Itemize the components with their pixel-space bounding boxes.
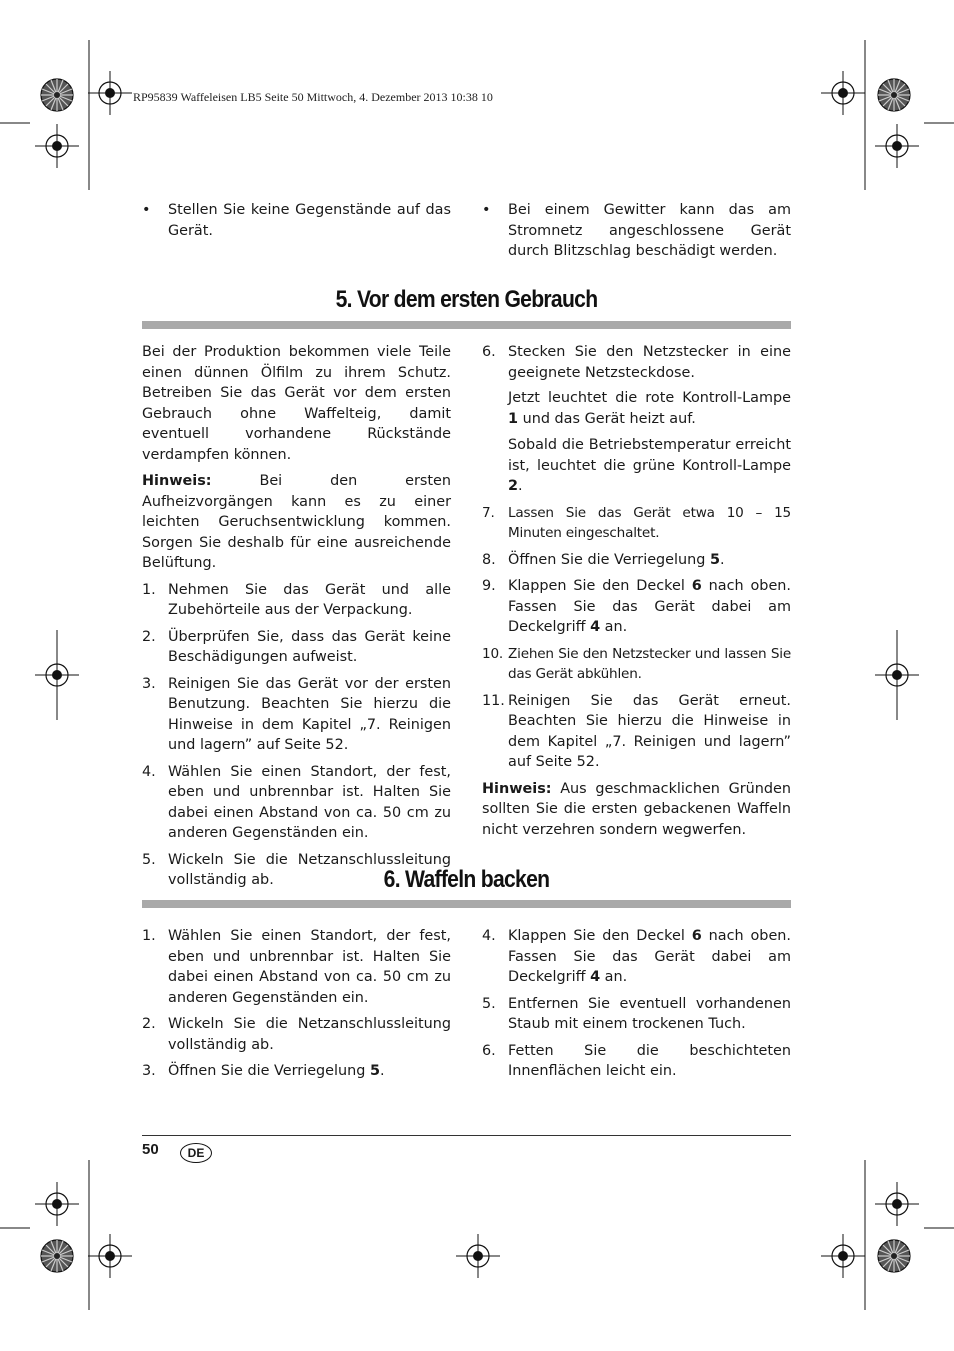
list-item — [142, 926, 451, 1008]
step-number: 2. — [142, 1016, 156, 1032]
step-number: 1. — [142, 581, 156, 598]
intro-paragraph: Bei der Produktion bekommen viele Teile einen dünnen Ölfilm zu ihrem Schutz. Betreiben Sie das Gerät vor dem ersten Gebrauch ohne Waffelteig, damit eventuell vorhandene Rückstände verdampfen können. — [142, 344, 451, 463]
step-number: 8. — [482, 551, 496, 568]
step-text — [168, 1061, 451, 1082]
detail-text: Sobald die Betriebstemperatur erreicht ist, leuchtet die grüne Kontroll-Lampe — [508, 437, 791, 474]
step-text: Reinigen Sie das Gerät vor der ersten Benutzung. Beachten Sie hierzu die Hinweise in dem Kapitel „7. Reinigen und lagern” auf Seite 52. — [168, 675, 451, 753]
part-reference: 5 — [369, 1063, 380, 1079]
note-label: Hinweis: — [142, 473, 212, 489]
step-number: 2. — [142, 628, 156, 645]
list-item — [142, 627, 451, 668]
step-text-part: nach oben. Fassen Sie das Gerät dabei am Deckelgriff — [508, 928, 791, 985]
section-6-title: 6. Waffeln backen — [383, 866, 550, 893]
bullet-text: Stellen Sie keine Gegenstände auf das Gerät. — [168, 202, 451, 239]
section-6-rule — [142, 900, 791, 908]
note-paragraph — [482, 779, 791, 841]
step-text: Nehmen Sie das Gerät und alle Zubehörteile aus der Verpackung. — [168, 581, 451, 618]
print-slug: RP95839 Waffeleisen LB5 Seite 50 Mittwoch, 4. Dezember 2013 10:38 10 — [133, 90, 493, 104]
section-6-right-column — [482, 926, 791, 1088]
part-reference: 5 — [709, 551, 720, 568]
part-reference: 6 — [691, 578, 702, 594]
step-number: 6. — [482, 344, 496, 360]
step-number: 1. — [142, 928, 156, 944]
detail-text: und das Gerät heizt auf. — [518, 410, 696, 427]
list-item — [482, 1041, 791, 1082]
part-reference: 4 — [590, 969, 601, 985]
section-5-title: 5. Vor dem ersten Gebrauch — [335, 286, 598, 313]
detail-text: Jetzt leuchtet die rote Kontroll-Lampe — [508, 390, 791, 406]
step-text: Wählen Sie einen Standort, der fest, eben und unbrennbar ist. Halten Sie dabei einen Abstand von ca. 50 cm zu anderen Gegenständen ein. — [168, 928, 451, 1006]
step-text-part: Klappen Sie den Deckel — [508, 928, 692, 944]
step-text: Wählen Sie einen Standort, der fest, eben und unbrennbar ist. Halten Sie dabei einen Abstand von ca. 50 cm zu anderen Gegenständen ein. — [168, 763, 451, 841]
step-text — [508, 550, 791, 571]
list-item — [482, 994, 791, 1035]
step-text: Entfernen Sie eventuell vorhandenen Staub mit einem trockenen Tuch. — [508, 995, 791, 1032]
list-item — [142, 1061, 451, 1082]
list-item — [142, 1014, 451, 1055]
step-text: Überprüfen Sie, dass das Gerät keine Beschädigungen aufweist. — [168, 628, 451, 665]
step-text-part: . — [720, 551, 725, 568]
step-text-part: nach oben. Fassen Sie das Gerät dabei am Deckelgriff — [508, 578, 791, 635]
bullet-symbol: • — [482, 202, 491, 218]
step-number: 4. — [142, 763, 156, 780]
detail-text: . — [518, 478, 523, 494]
bullet-item — [482, 200, 791, 262]
step-text: Ziehen Sie den Netzstecker und lassen Sie das Gerät abkühlen. — [508, 645, 791, 682]
step-text-part: Öffnen Sie die Verriegelung — [508, 551, 710, 568]
section-5-left-column — [142, 342, 451, 897]
step-number: 9. — [482, 578, 496, 594]
note-text: Bei den ersten Aufheizvorgängen kann es zu einer leichten Geruchsentwicklung kommen. Sorgen Sie deshalb für eine ausreichende Belüftung. — [142, 473, 451, 571]
step-number: 6. — [482, 1042, 496, 1059]
list-item — [142, 674, 451, 756]
step-number: 4. — [482, 928, 496, 944]
step-text-part: . — [380, 1063, 385, 1079]
step-detail — [482, 388, 791, 429]
section-5-right-column — [482, 342, 791, 846]
top-left-column — [142, 200, 451, 247]
list-item — [482, 342, 791, 383]
list-item — [482, 550, 791, 571]
list-item — [142, 580, 451, 621]
step-text-part: an. — [600, 619, 628, 635]
step-text: Reinigen Sie das Gerät erneut. Beachten Sie hierzu die Hinweise in dem Kapitel „7. Reinigen und lagern” auf Seite 52. — [508, 692, 791, 770]
step-text: Fetten Sie die beschichteten Innenflächen leicht ein. — [508, 1042, 791, 1079]
section-5-rule — [142, 321, 791, 329]
list-item — [482, 644, 791, 685]
step-number: 3. — [142, 1063, 156, 1079]
step-number: 5. — [482, 995, 496, 1012]
footer-rule — [142, 1135, 791, 1136]
page-number: 50 — [142, 1141, 159, 1158]
part-reference: 2 — [508, 478, 519, 494]
step-detail — [482, 435, 791, 497]
step-text — [508, 926, 791, 988]
top-right-column — [482, 200, 791, 268]
step-text: Stecken Sie den Netzstecker in eine geeignete Netzsteckdose. — [508, 344, 791, 381]
part-reference: 1 — [508, 410, 519, 427]
bullet-item — [142, 200, 451, 241]
step-number: 7. — [482, 504, 495, 521]
section-6-left-column — [142, 926, 451, 1088]
step-text: Lassen Sie das Gerät etwa 10 – 15 Minuten eingeschaltet. — [508, 504, 791, 541]
list-item — [482, 503, 791, 544]
step-text-part: an. — [600, 969, 628, 985]
bullet-text: Bei einem Gewitter kann das am Stromnetz angeschlossene Gerät durch Blitzschlag beschädigt werden. — [508, 202, 791, 259]
part-reference: 4 — [590, 619, 601, 635]
note-paragraph — [142, 471, 451, 574]
list-item — [142, 762, 451, 844]
step-number: 11. — [482, 692, 505, 709]
bullet-symbol: • — [142, 202, 151, 218]
step-number: 3. — [142, 675, 156, 692]
note-label: Hinweis: — [482, 780, 552, 797]
list-item — [482, 926, 791, 988]
step-text: Wickeln Sie die Netzanschlussleitung vollständig ab. — [168, 1016, 451, 1053]
list-item — [482, 576, 791, 638]
language-badge: DE — [180, 1143, 212, 1163]
step-text — [508, 576, 791, 638]
step-text-part: Klappen Sie den Deckel — [508, 578, 692, 594]
part-reference: 6 — [691, 928, 702, 944]
step-number: 10. — [482, 645, 504, 662]
list-item — [482, 691, 791, 773]
step-number: 5. — [142, 851, 156, 868]
step-text: Wickeln Sie die Netzanschlussleitung vollständig ab. — [168, 851, 451, 888]
note-text: Aus geschmacklichen Gründen sollten Sie die ersten gebackenen Waffeln nicht verzehren sondern wegwerfen. — [482, 780, 792, 838]
step-text-part: Öffnen Sie die Verriegelung — [168, 1063, 370, 1079]
